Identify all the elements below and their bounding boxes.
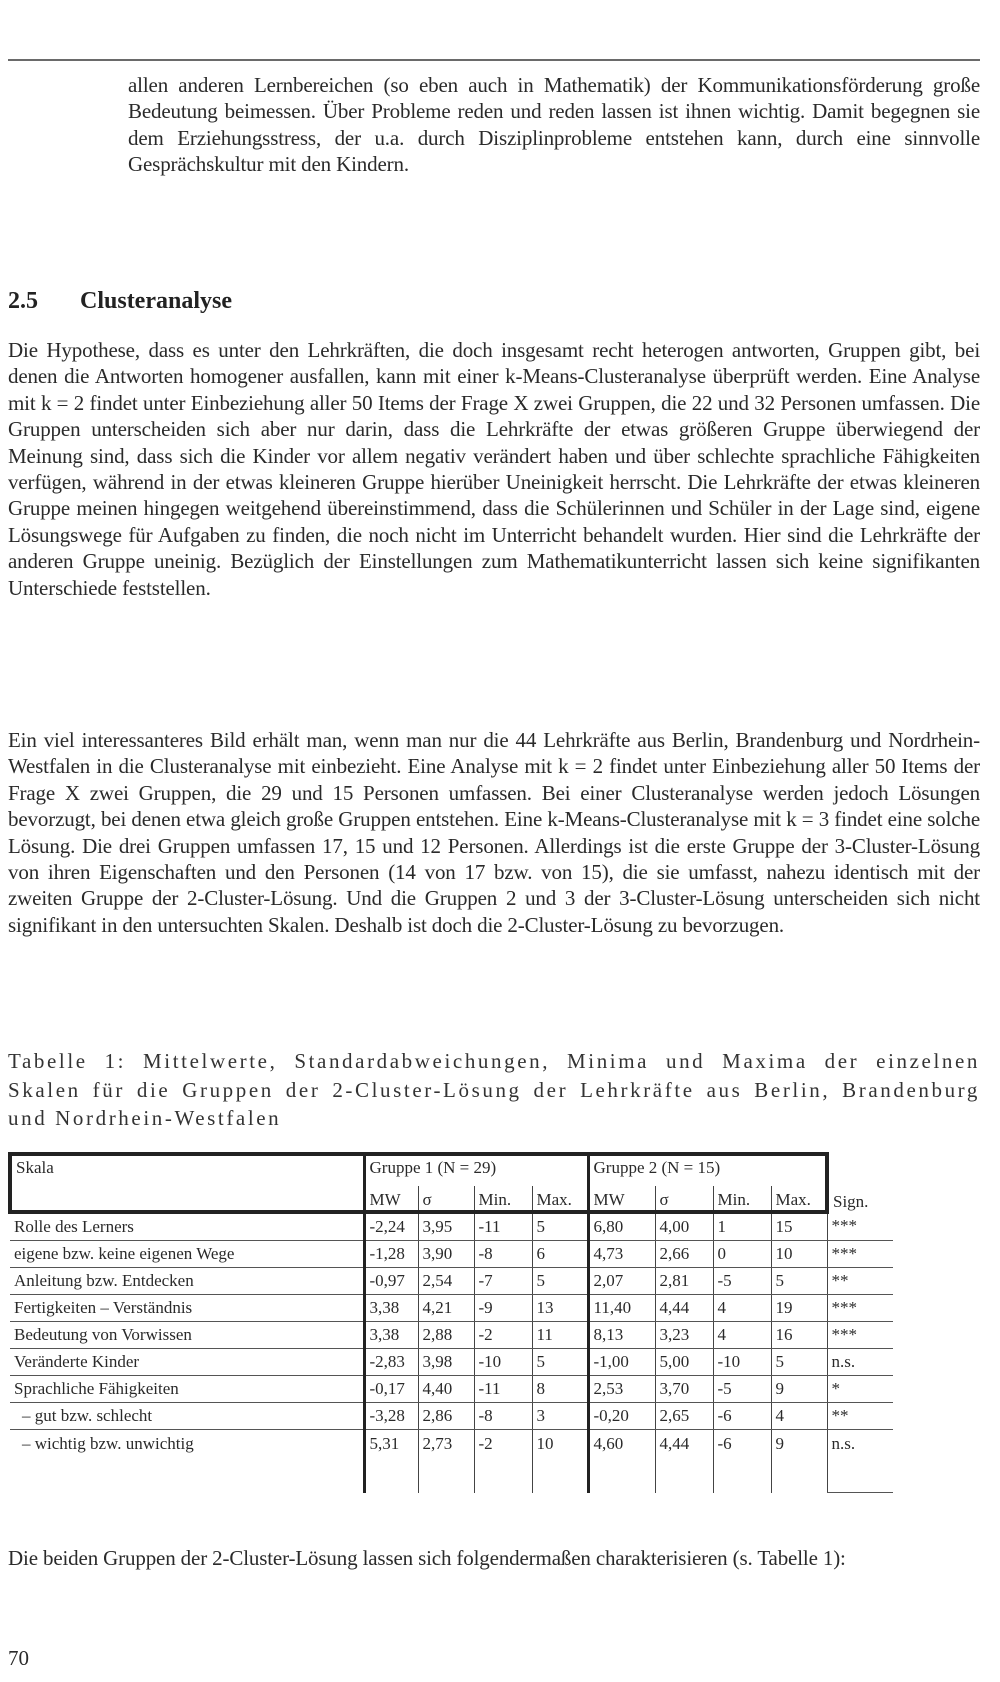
cell: 2,66 <box>655 1241 713 1268</box>
cell: -8 <box>474 1403 532 1430</box>
cell: -10 <box>713 1349 771 1376</box>
cell: 3,70 <box>655 1376 713 1403</box>
cell: 4,21 <box>418 1295 474 1322</box>
cell: -11 <box>474 1376 532 1403</box>
row-label: Fertigkeiten – Verständnis <box>10 1295 364 1322</box>
row-label: Sprachliche Fähigkeiten <box>10 1376 364 1403</box>
cell: -1,00 <box>588 1349 655 1376</box>
cell: -0,17 <box>364 1376 418 1403</box>
cell: 5 <box>532 1268 588 1295</box>
row-label: Bedeutung von Vorwissen <box>10 1322 364 1349</box>
body-paragraph: Ein viel interessanteres Bild erhält man, wenn man nur die 44 Lehrkräfte aus Berlin, Brandenburg und Nordrhein-Westfalen in die Clusteranalyse mit einbezieht. Eine Analyse mit k = 2 findet unter Einbeziehung aller 50 Items der Frage X zwei Gruppen, die 29 und 15 Personen umfassen. Bei einer Clusteranalyse werden jedoch Lösungen bevorzugt, bei denen etwa gleich große Gruppen entstehen. Eine k-Means-Clusteranalyse mit k = 3 findet eine solche Lösung. Die drei Gruppen umfassen 17, 15 und 12 Personen. Allerdings ist die erste Gruppe der 3-Cluster-Lösung von ihren Eigenschaften und den Personen (14 von 17 bzw. von 15), die sie umfasst, nahezu identisch mit der zweiten Gruppe der 2-Cluster-Lösung. Und die Gruppen 2 und 3 der 3-Cluster-Lösung unterscheiden sich nicht signifikant in den untersuchten Skalen. Deshalb ist doch die 2-Cluster-Lösung zu bevorzugen. <box>8 728 980 937</box>
table-row <box>10 1430 893 1493</box>
cell: 2,07 <box>588 1268 655 1295</box>
cell: -0,20 <box>588 1403 655 1430</box>
cell: 2,54 <box>418 1268 474 1295</box>
cell: 4 <box>713 1295 771 1322</box>
page-number: 70 <box>8 1646 29 1670</box>
significance: ** <box>827 1268 893 1295</box>
header-max: Max. <box>532 1186 588 1212</box>
header-group-2: Gruppe 2 (N = 15) <box>588 1154 827 1186</box>
cell: 3,38 <box>364 1322 418 1349</box>
cell: 2,86 <box>418 1403 474 1430</box>
cell: 3,23 <box>655 1322 713 1349</box>
cell: 13 <box>532 1295 588 1322</box>
significance: *** <box>827 1322 893 1349</box>
cell: 5,31 <box>364 1430 418 1493</box>
row-label: – wichtig bzw. unwichtig <box>22 1434 194 1453</box>
cell: -2,24 <box>364 1212 418 1241</box>
cell: 2,65 <box>655 1403 713 1430</box>
table-row <box>10 1241 893 1268</box>
table-row <box>10 1295 893 1322</box>
header-min: Min. <box>474 1186 532 1212</box>
cell: 2,81 <box>655 1268 713 1295</box>
cell: -2 <box>474 1430 532 1493</box>
intro-paragraph: allen anderen Lernbereichen (so eben auch in Mathematik) der Kommunikationsförderung große Bedeutung beimessen. Über Probleme reden und reden lassen ist ihnen wichtig. Damit begegnen sie dem Erziehungsstress, der u.a. durch Disziplinprobleme entstehen kann, durch eine sinnvolle Gesprächskultur mit den Kindern. <box>128 73 980 177</box>
cell: 2,88 <box>418 1322 474 1349</box>
cell: 9 <box>771 1430 827 1493</box>
header-sd: σ <box>418 1186 474 1212</box>
cell: 6 <box>532 1241 588 1268</box>
cell: 11,40 <box>588 1295 655 1322</box>
cell: 5 <box>771 1349 827 1376</box>
row-label: – gut bzw. schlecht <box>10 1403 364 1430</box>
cell: 16 <box>771 1322 827 1349</box>
row-label: Veränderte Kinder <box>10 1349 364 1376</box>
cell: 19 <box>771 1295 827 1322</box>
cell: -6 <box>713 1430 771 1493</box>
cell: 3 <box>532 1403 588 1430</box>
table-row <box>10 1349 893 1376</box>
table-caption: Tabelle 1: Mittelwerte, Standardabweichungen, Minima und Maxima der einzelnen Skalen für die Gruppen der 2-Cluster-Lösung der Lehrkräfte aus Berlin, Brandenburg und Nordrhein-Westfalen <box>8 1049 980 1130</box>
header-group-1: Gruppe 1 (N = 29) <box>364 1154 588 1186</box>
cell: 5 <box>532 1349 588 1376</box>
body-paragraph: Die Hypothese, dass es unter den Lehrkräften, die doch insgesamt recht heterogen antworten, Gruppen gibt, bei denen die Antworten homogener ausfallen, kann mit einer k-Means-Clusteranalyse überprüft werden. Eine Analyse mit k = 2 findet unter Einbeziehung aller 50 Items der Frage X zwei Gruppen, die 22 und 32 Personen umfassen. Die Gruppen unterscheiden sich aber nur darin, dass die Lehrkräfte der etwas größeren Gruppe überwiegend der Meinung sind, dass sich die Kinder vor allem negativ verändert haben und über schlechte sprachliche Fähigkeiten verfügen, während in der etwas kleineren Gruppe hierüber Uneinigkeit herrscht. Die Lehrkräfte der etwas kleineren Gruppe meinen hingegen weitgehend übereinstimmend, dass die Schülerinnen und Schüler in der Lage sind, eigene Lösungswege für Aufgaben zu finden, die noch nicht im Unterricht behandelt wurden. Hier sind die Lehrkräfte der anderen Gruppe uneinig. Bezüglich der Einstellungen zum Mathematikunterricht lassen sich keine signifikanten Unterschiede feststellen. <box>8 338 980 600</box>
cell: 11 <box>532 1322 588 1349</box>
header-max: Max. <box>771 1186 827 1212</box>
cell: -11 <box>474 1212 532 1241</box>
cell: -8 <box>474 1241 532 1268</box>
significance: * <box>827 1376 893 1403</box>
cell: 9 <box>771 1376 827 1403</box>
cell: -0,97 <box>364 1268 418 1295</box>
header-mw: MW <box>588 1186 655 1212</box>
cell: -3,28 <box>364 1403 418 1430</box>
cell: 4 <box>713 1322 771 1349</box>
cell: 10 <box>771 1241 827 1268</box>
cell: 6,80 <box>588 1212 655 1241</box>
significance: n.s. <box>827 1349 893 1376</box>
cell: 4,60 <box>588 1430 655 1493</box>
cell: 3,95 <box>418 1212 474 1241</box>
row-label: Anleitung bzw. Entdecken <box>10 1268 364 1295</box>
section-number: 2.5 <box>8 288 38 314</box>
cell: 4 <box>771 1403 827 1430</box>
cell: -1,28 <box>364 1241 418 1268</box>
cell: -5 <box>713 1268 771 1295</box>
cell: 0 <box>713 1241 771 1268</box>
table-row <box>10 1268 893 1295</box>
body-paragraph: Die beiden Gruppen der 2-Cluster-Lösung lassen sich folgendermaßen charakterisieren (s. Tabelle 1): <box>8 1546 846 1570</box>
cell: 5 <box>771 1268 827 1295</box>
section-heading <box>8 288 232 315</box>
cell: -10 <box>474 1349 532 1376</box>
cell: -9 <box>474 1295 532 1322</box>
table-row <box>10 1376 893 1403</box>
cell: 4,44 <box>655 1295 713 1322</box>
header-sign: Sign. <box>833 1192 869 1211</box>
cell: -2,83 <box>364 1349 418 1376</box>
cell: 15 <box>771 1212 827 1241</box>
cell: 5,00 <box>655 1349 713 1376</box>
cell: 3,38 <box>364 1295 418 1322</box>
cell: 4,00 <box>655 1212 713 1241</box>
results-table <box>8 1152 893 1493</box>
cell: -6 <box>713 1403 771 1430</box>
cell: 5 <box>532 1212 588 1241</box>
significance: ** <box>827 1403 893 1430</box>
header-mw: MW <box>364 1186 418 1212</box>
cell: 1 <box>713 1212 771 1241</box>
cell: 8 <box>532 1376 588 1403</box>
header-skala: Skala <box>10 1154 364 1212</box>
cell: -7 <box>474 1268 532 1295</box>
cell: -5 <box>713 1376 771 1403</box>
row-label: eigene bzw. keine eigenen Wege <box>10 1241 364 1268</box>
table-row <box>10 1212 893 1241</box>
row-label: Rolle des Lerners <box>10 1212 364 1241</box>
table-row <box>10 1403 893 1430</box>
header-rule <box>8 59 980 61</box>
cell: 10 <box>532 1430 588 1493</box>
significance: *** <box>827 1212 893 1241</box>
cell: 8,13 <box>588 1322 655 1349</box>
cell: 4,40 <box>418 1376 474 1403</box>
cell: -2 <box>474 1322 532 1349</box>
header-sd: σ <box>655 1186 713 1212</box>
table-row <box>10 1322 893 1349</box>
significance: *** <box>827 1241 893 1268</box>
cell: 4,44 <box>655 1430 713 1493</box>
section-title: Clusteranalyse <box>80 288 232 314</box>
cell: 2,53 <box>588 1376 655 1403</box>
significance: *** <box>827 1295 893 1322</box>
cell: 4,73 <box>588 1241 655 1268</box>
significance: n.s. <box>827 1430 893 1493</box>
cell: 2,73 <box>418 1430 474 1493</box>
header-min: Min. <box>713 1186 771 1212</box>
cell: 3,98 <box>418 1349 474 1376</box>
cell: 3,90 <box>418 1241 474 1268</box>
